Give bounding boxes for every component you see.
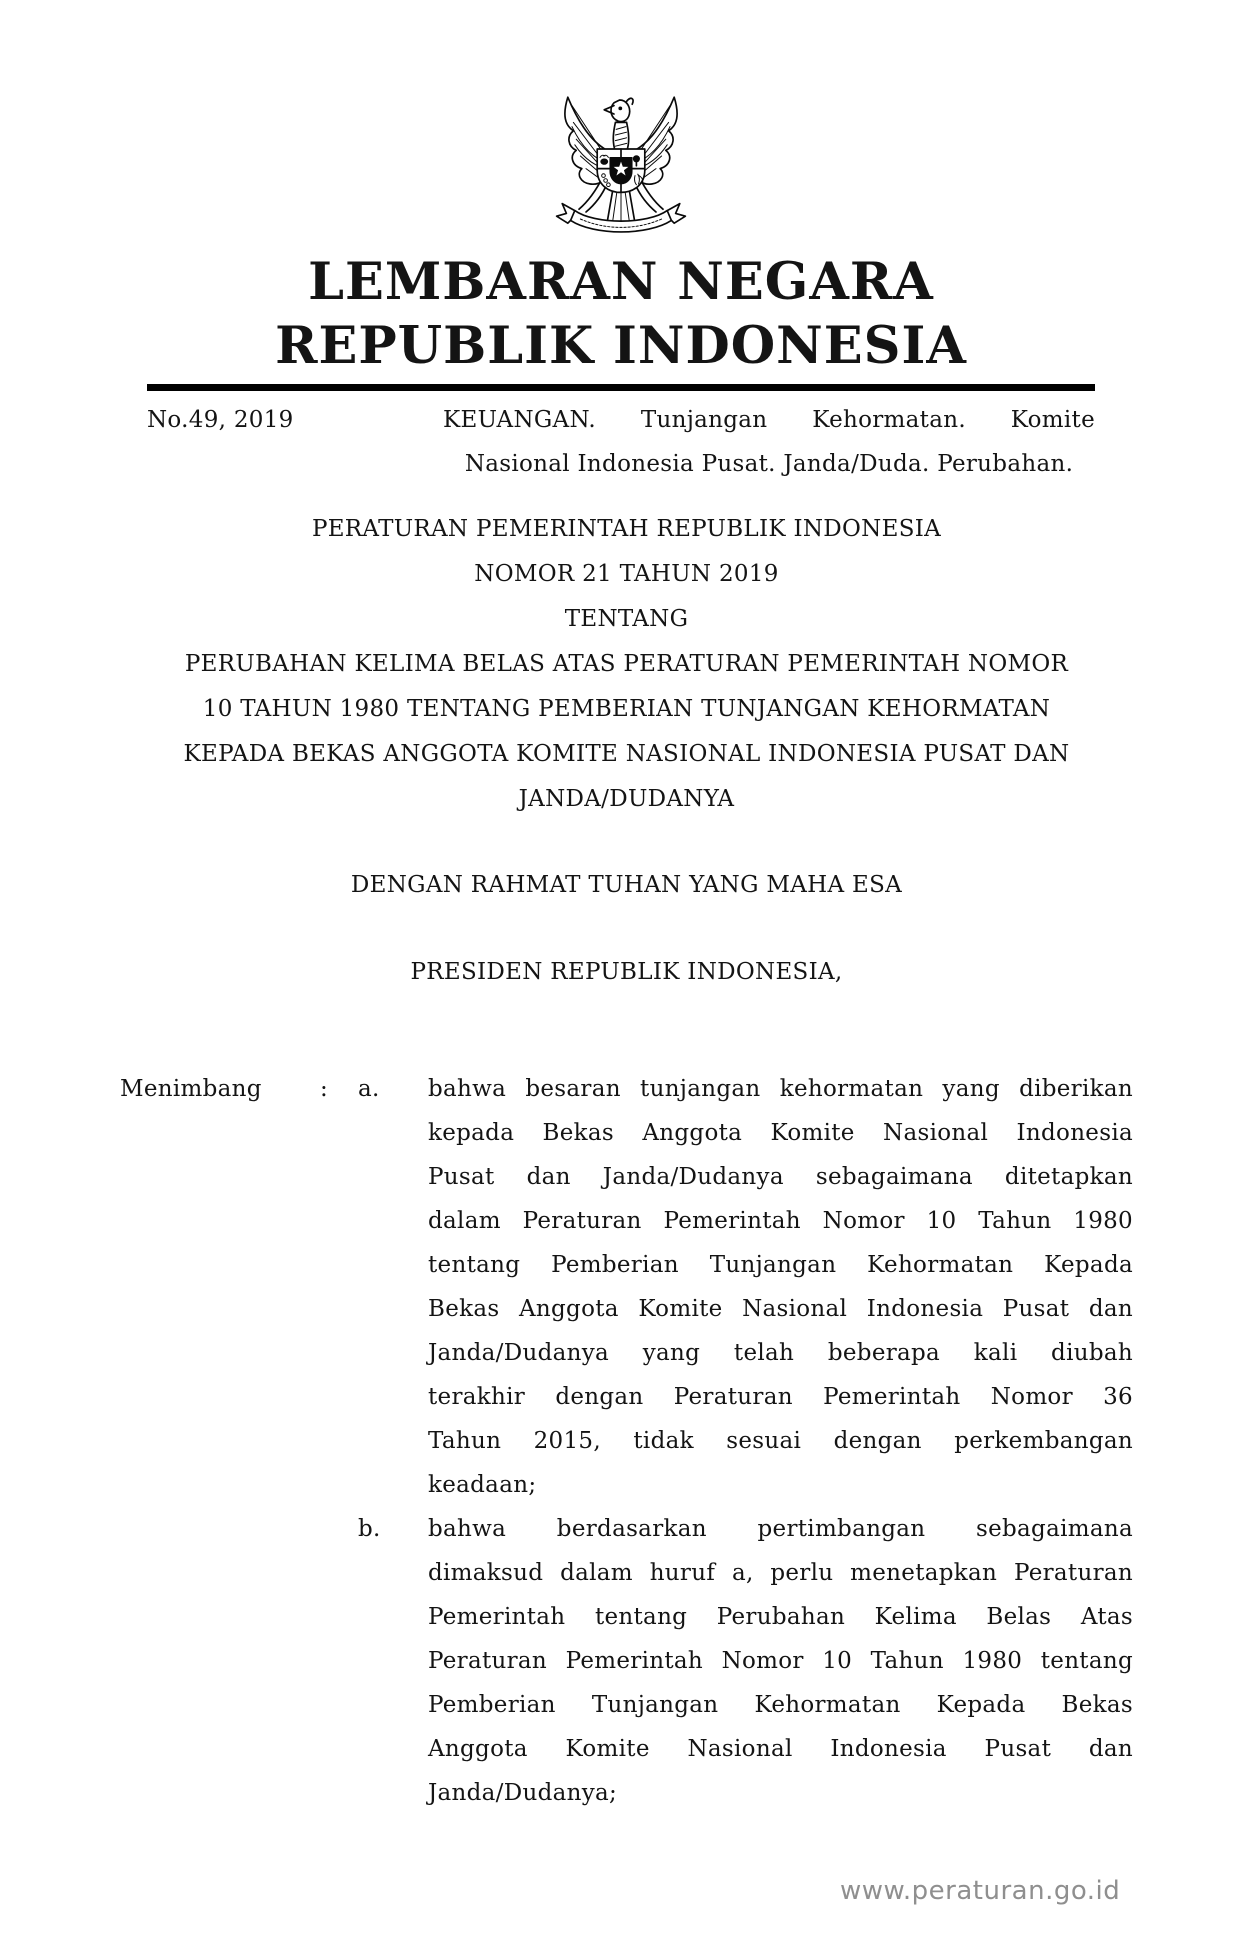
gazette-number: No.49, 2019 — [147, 407, 294, 433]
masthead — [147, 86, 1095, 486]
regulation-heading-line1: PERATURAN PEMERINTAH REPUBLIK INDONESIA — [311, 516, 942, 542]
gazette-header-row — [147, 398, 1095, 486]
item-b-text — [428, 1507, 1133, 1815]
item-a-text — [428, 1067, 1133, 1507]
regulation-heading-line2: NOMOR 21 TAHUN 2019 — [474, 561, 779, 587]
item-a-line: kepada Bekas Anggota Komite Nasional Indonesia — [428, 1120, 1133, 1146]
item-a-line: dalam Peraturan Pemerintah Nomor 10 Tahun 1980 — [428, 1208, 1133, 1234]
item-a-line: Tahun 2015, tidak sesuai dengan perkembangan — [428, 1428, 1133, 1454]
item-a-line: Bekas Anggota Komite Nasional Indonesia Pusat dan — [428, 1296, 1133, 1322]
item-b-line: Anggota Komite Nasional Indonesia Pusat dan — [428, 1736, 1133, 1762]
item-b-line: dimaksud dalam huruf a, perlu menetapkan Peraturan — [428, 1560, 1133, 1586]
item-a-line: bahwa besaran tunjangan kehormatan yang diberikan — [428, 1076, 1133, 1102]
masthead-rule — [147, 384, 1095, 391]
regulation-subject-line4: JANDA/DUDANYA — [518, 786, 735, 812]
regulation-subject-line1: PERUBAHAN KELIMA BELAS ATAS PERATURAN PEMERINTAH NOMOR — [184, 651, 1069, 677]
considerations-section — [120, 1067, 1133, 1815]
regulation-heading — [120, 507, 1133, 822]
gazette-subject-line2: Nasional Indonesia Pusat. Janda/Duda. Perubahan. — [464, 451, 1074, 477]
item-b-line: bahwa berdasarkan pertimbangan sebagaimana — [428, 1516, 1133, 1542]
consideration-item-a — [358, 1067, 1133, 1507]
source-watermark: www.peraturan.go.id — [840, 1876, 1121, 1906]
gazette-subject — [443, 398, 1095, 486]
invocation-line: DENGAN RAHMAT TUHAN YANG MAHA ESA — [350, 872, 903, 898]
item-b-line: Pemberian Tunjangan Kehormatan Kepada Bekas — [428, 1692, 1133, 1718]
item-a-line: Pusat dan Janda/Dudanya sebagaimana ditetapkan — [428, 1164, 1133, 1190]
consideration-item-b — [358, 1507, 1133, 1815]
item-a-line: terakhir dengan Peraturan Pemerintah Nomor 36 — [428, 1384, 1133, 1410]
consideration-items — [358, 1067, 1133, 1815]
item-b-line: Peraturan Pemerintah Nomor 10 Tahun 1980 tentang — [428, 1648, 1133, 1674]
authority-line: PRESIDEN REPUBLIK INDONESIA, — [410, 959, 843, 985]
item-a-letter: a. — [358, 1076, 380, 1102]
menimbang-label: Menimbang — [120, 1076, 262, 1102]
item-a-last-line: keadaan; — [428, 1472, 537, 1498]
gazette-subject-line1: KEUANGAN. Tunjangan Kehormatan. Komite — [443, 407, 1095, 433]
regulation-heading-line3: TENTANG — [564, 606, 689, 632]
item-b-last-line: Janda/Dudanya; — [428, 1780, 618, 1806]
gazette-title-line2: REPUBLIK INDONESIA — [275, 316, 967, 376]
menimbang-separator: : — [320, 1076, 329, 1102]
item-b-letter: b. — [358, 1516, 381, 1542]
regulation-subject-line3: KEPADA BEKAS ANGGOTA KOMITE NASIONAL INDONESIA PUSAT DAN — [183, 741, 1070, 767]
gazette-title — [147, 250, 1095, 378]
regulation-subject-line2: 10 TAHUN 1980 TENTANG PEMBERIAN TUNJANGAN KEHORMATAN — [202, 696, 1051, 722]
regulation-body — [120, 507, 1133, 1815]
garuda-pancasila-emblem-icon — [551, 86, 691, 240]
gazette-title-line1: LEMBARAN NEGARA — [308, 252, 934, 312]
item-a-line: tentang Pemberian Tunjangan Kehormatan Kepada — [428, 1252, 1133, 1278]
item-a-line: Janda/Dudanya yang telah beberapa kali diubah — [428, 1340, 1133, 1366]
item-b-line: Pemerintah tentang Perubahan Kelima Belas Atas — [428, 1604, 1133, 1630]
